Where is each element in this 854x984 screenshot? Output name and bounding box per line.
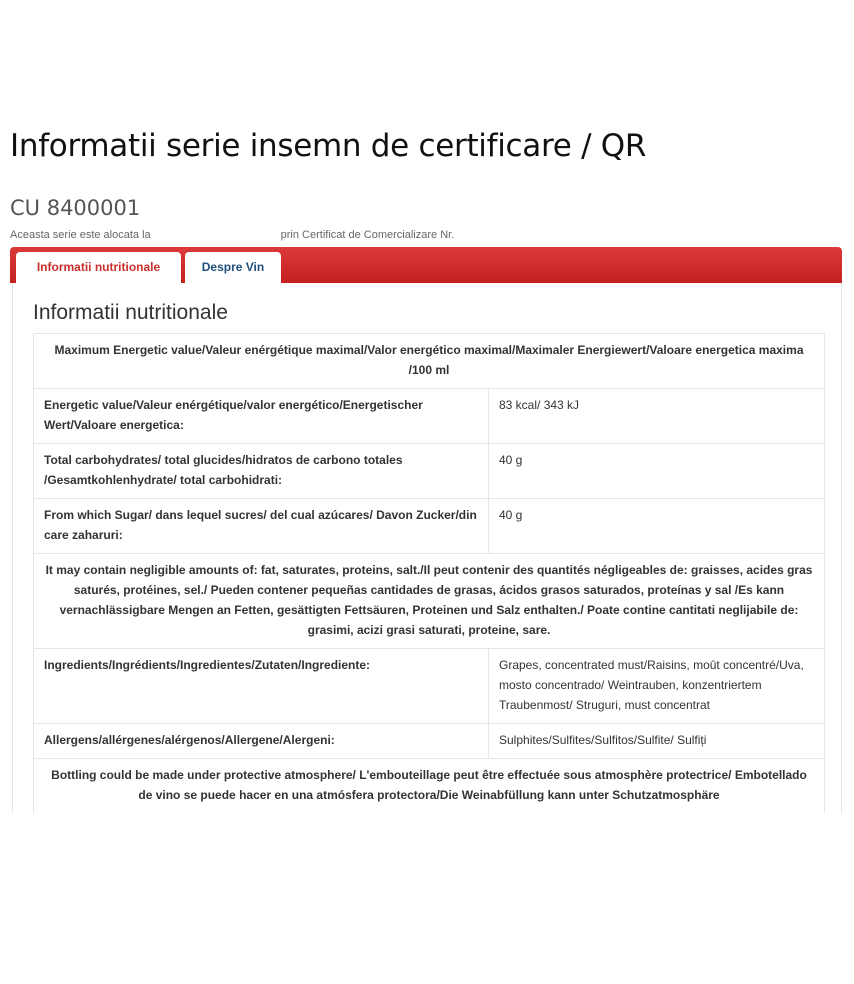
energy-label: Energetic value/Valeur enérgétique/valor energético/Energetischer Wert/Valoare energetica: bbox=[34, 389, 489, 444]
sugar-label: From which Sugar/ dans lequel sucres/ del cual azúcares/ Davon Zucker/din care zaharuri: bbox=[34, 499, 489, 554]
tab-despre-vin[interactable]: Despre Vin bbox=[185, 252, 281, 283]
allocation-note bbox=[10, 229, 610, 241]
sugar-value: 40 g bbox=[489, 499, 825, 554]
tab-bar bbox=[10, 247, 842, 283]
nutrition-table bbox=[33, 333, 825, 813]
section-title: Informatii nutritionale bbox=[33, 301, 228, 324]
table-row bbox=[34, 724, 825, 759]
tab-informatii-nutritionale[interactable]: Informatii nutritionale bbox=[16, 252, 181, 283]
table-row bbox=[34, 389, 825, 444]
table-row bbox=[34, 649, 825, 724]
table-row bbox=[34, 444, 825, 499]
energy-value: 83 kcal/ 343 kJ bbox=[489, 389, 825, 444]
table-row bbox=[34, 499, 825, 554]
allergens-value: Sulphites/Sulfites/Sulfitos/Sulfite/ Sulfiți bbox=[489, 724, 825, 759]
energy-header-cell: Maximum Energetic value/Valeur enérgétique maximal/Valor energético maximal/Maximaler Energiewert/Valoare energetica maxima /100 ml bbox=[34, 334, 825, 389]
carbohydrates-label: Total carbohydrates/ total glucides/hidratos de carbono totales /Gesamtkohlenhydrate/ total carbohidrati: bbox=[34, 444, 489, 499]
tab-content-panel bbox=[12, 283, 842, 813]
table-row bbox=[34, 334, 825, 389]
table-row bbox=[34, 759, 825, 814]
allocation-suffix: prin Certificat de Comercializare Nr. bbox=[280, 229, 455, 241]
page-title: Informatii serie insemn de certificare / QR bbox=[10, 128, 647, 164]
table-row bbox=[34, 554, 825, 649]
carbohydrates-value: 40 g bbox=[489, 444, 825, 499]
allocation-prefix: Aceasta serie este alocata la bbox=[10, 229, 151, 241]
negligible-amounts-cell: It may contain negligible amounts of: fat, saturates, proteins, salt./Il peut contenir des quantités négligeables de: graisses, acides gras saturés, protéines, sel./ Pueden contener pequeñas cantidades de grasas, ácidos grasos saturados, proteínas y sal /Es kann vernachlässigbare Mengen an Fetten, gesättigten Fettsäuren, Proteinen und Salz enthalten./ Poate contine cantitati neglijabile de: grasimi, acizi grasi saturati, proteine, sare. bbox=[34, 554, 825, 649]
bottling-cell: Bottling could be made under protective atmosphere/ L'embouteillage peut être effectuée sous atmosphère protectrice/ Embotellado de vino se puede hacer en una atmósfera protectora/Die Weinabfüllung kann unter Schutzatmosphäre bbox=[34, 759, 825, 814]
ingredients-label: Ingredients/Ingrédients/Ingredientes/Zutaten/Ingrediente: bbox=[34, 649, 489, 724]
allergens-label: Allergens/allérgenes/alérgenos/Allergene/Alergeni: bbox=[34, 724, 489, 759]
serial-number: CU 8400001 bbox=[10, 196, 141, 220]
ingredients-value: Grapes, concentrated must/Raisins, moût concentré/Uva, mosto concentrado/ Weintrauben, konzentriertem Traubenmost/ Struguri, must concentrat bbox=[489, 649, 825, 724]
